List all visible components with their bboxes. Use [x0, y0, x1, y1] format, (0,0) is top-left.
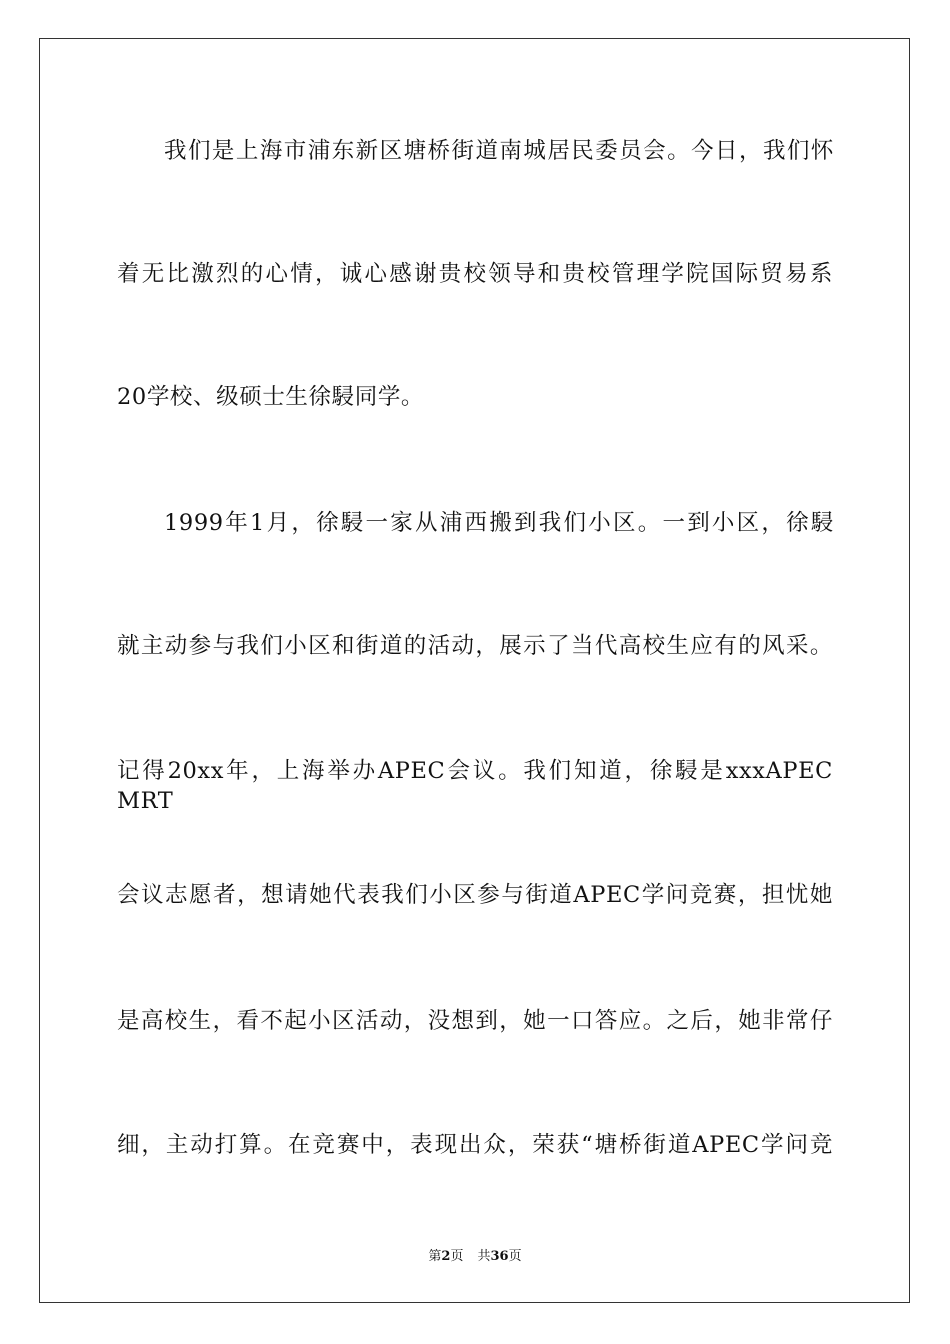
page-border [39, 38, 910, 1303]
page-suffix: 页 [450, 1249, 464, 1264]
paragraph-2-line-4: 会议志愿者，想请她代表我们小区参与街道APEC学问竞赛，担忧她 [117, 882, 833, 908]
total-suffix: 页 [508, 1249, 522, 1264]
paragraph-2-line-6: 细，主动打算。在竞赛中，表现出众，荣获“塘桥街道APEC学问竞 [117, 1132, 833, 1158]
total-pages: 36 [490, 1249, 509, 1264]
page-footer [0, 1248, 950, 1266]
paragraph-1-line-1: 我们是上海市浦东新区塘桥街道南城居民委员会。今日，我们怀 [164, 138, 834, 164]
total-prefix: 共 [477, 1249, 491, 1264]
page-number: 2 [441, 1249, 451, 1264]
paragraph-1-line-3: 20学校、级硕士生徐駸同学。 [117, 384, 425, 410]
page-prefix: 第 [428, 1249, 442, 1264]
paragraph-2-line-5: 是高校生，看不起小区活动，没想到，她一口答应。之后，她非常仔 [117, 1008, 833, 1034]
paragraph-2-line-3: 记得20xx年，上海举办APEC会议。我们知道，徐駸是xxxAPEC MRT [117, 758, 833, 814]
paragraph-2-line-2: 就主动参与我们小区和街道的活动，展示了当代高校生应有的风采。 [117, 633, 833, 659]
paragraph-1-line-2: 着无比激烈的心情，诚心感谢贵校领导和贵校管理学院国际贸易系 [117, 261, 833, 287]
paragraph-2-line-1: 1999年1月，徐駸一家从浦西搬到我们小区。一到小区，徐駸 [164, 510, 834, 536]
